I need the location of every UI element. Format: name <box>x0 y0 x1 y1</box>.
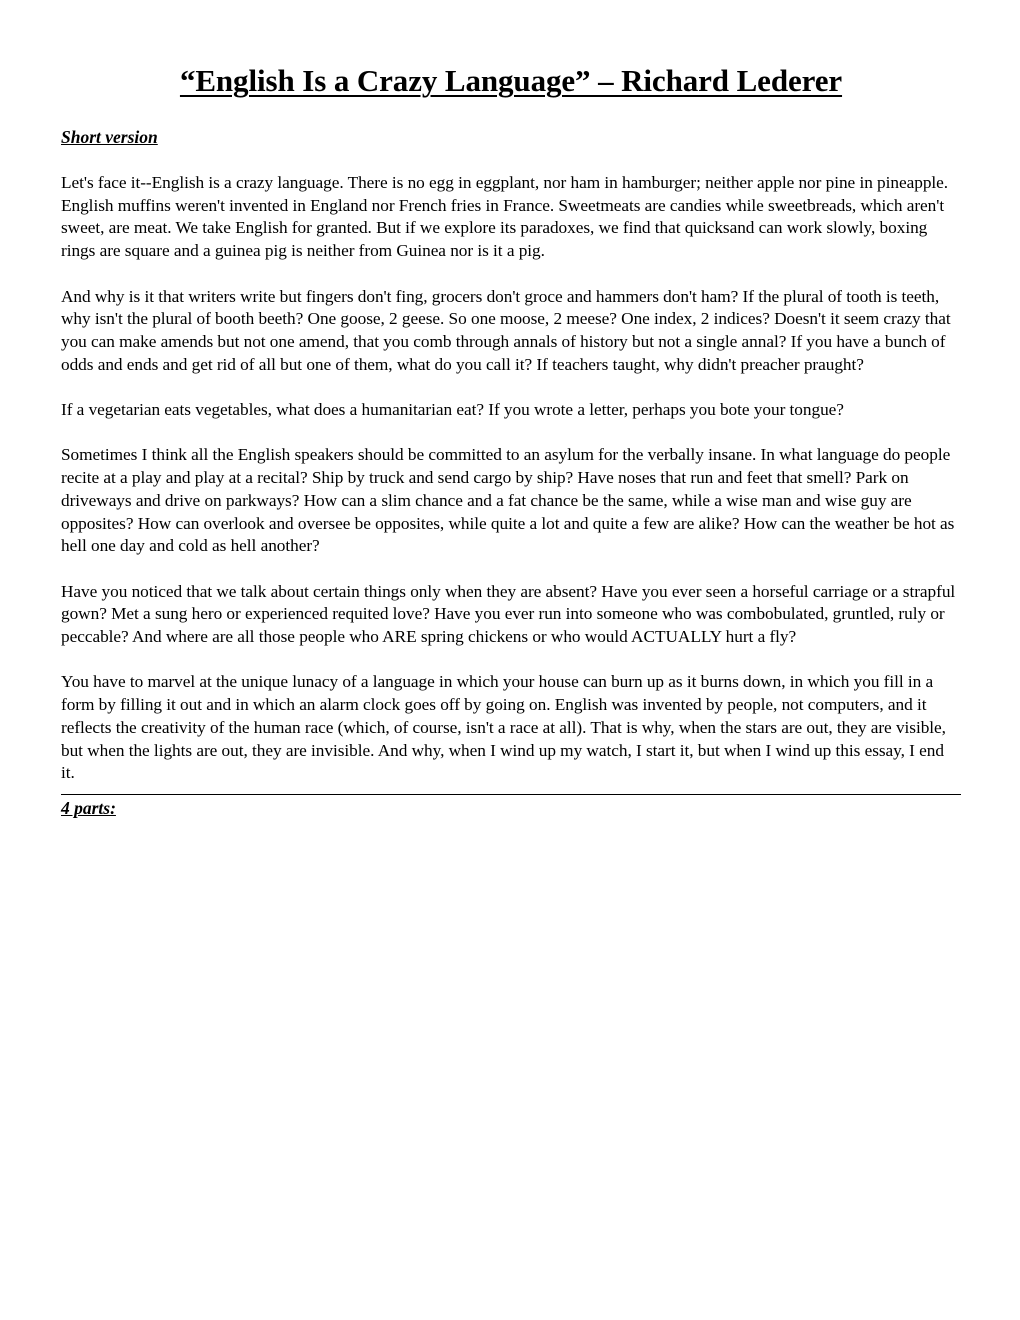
document-title: “English Is a Crazy Language” – Richard Lederer <box>179 63 843 98</box>
parts-heading: 4 parts: <box>61 797 116 818</box>
paragraph-2: And why is it that writers write but fingers don't fing, grocers don't groce and hammers don't ham? If the plural of tooth is teeth, why isn't the plural of booth beeth? One goose, 2 geese. So one moose, 2 meese? One index, 2 indices? Doesn't it seem crazy that you can make amends but not one amend, that you comb through annals of history but not a single annal? If you have a bunch of odds and ends and get rid of all but one of them, what do you call it? If teachers taught, why didn't preacher praught? <box>61 286 951 374</box>
section-divider <box>61 794 961 795</box>
paragraph-3: If a vegetarian eats vegetables, what does a humanitarian eat? If you wrote a letter, perhaps you bote your tongue? <box>61 400 844 419</box>
paragraph-6: You have to marvel at the unique lunacy of a language in which your house can burn up as it burns down, in which you fill in a form by filling it out and in which an alarm clock goes off by going on. English was invented by people, not computers, and it reflects the creativity of the human race (which, of course, isn't a race at all). That is why, when the stars are out, they are visible, but when the lights are out, they are invisible. And why, when I wind up my watch, I start it, but when I wind up this essay, I end it. <box>61 672 946 783</box>
short-version-heading: Short version <box>61 127 158 147</box>
paragraph-4: Sometimes I think all the English speakers should be committed to an asylum for the verbally insane. In what language do people recite at a play and play at a recital? Ship by truck and send cargo by ship? Have noses that run and feet that smell? Park on driveways and drive on parkways? How can a slim chance and a fat chance be the same, while a wise man and wise guy are opposites? How can overlook and oversee be opposites, while quite a lot and quite a few are alike? How can the weather be hot as hell one day and cold as hell another? <box>61 445 955 556</box>
essay-body <box>61 172 961 785</box>
document-page <box>61 0 961 819</box>
paragraph-1: Let's face it--English is a crazy language. There is no egg in eggplant, nor ham in hamburger; neither apple nor pine in pineapple. English muffins weren't invented in England nor French fries in France. Sweetmeats are candies while sweetbreads, which aren't sweet, are meat. We take English for granted. But if we explore its paradoxes, we find that quicksand can work slowly, boxing rings are square and a guinea pig is neither from Guinea nor is it a pig. <box>61 173 949 261</box>
paragraph-5: Have you noticed that we talk about certain things only when they are absent? Have you ever seen a horseful carriage or a strapful gown? Met a sung hero or experienced requited love? Have you ever run into someone who was combobulated, gruntled, ruly or peccable? And where are all those people who ARE spring chickens or who would ACTUALLY hurt a fly? <box>61 581 956 646</box>
